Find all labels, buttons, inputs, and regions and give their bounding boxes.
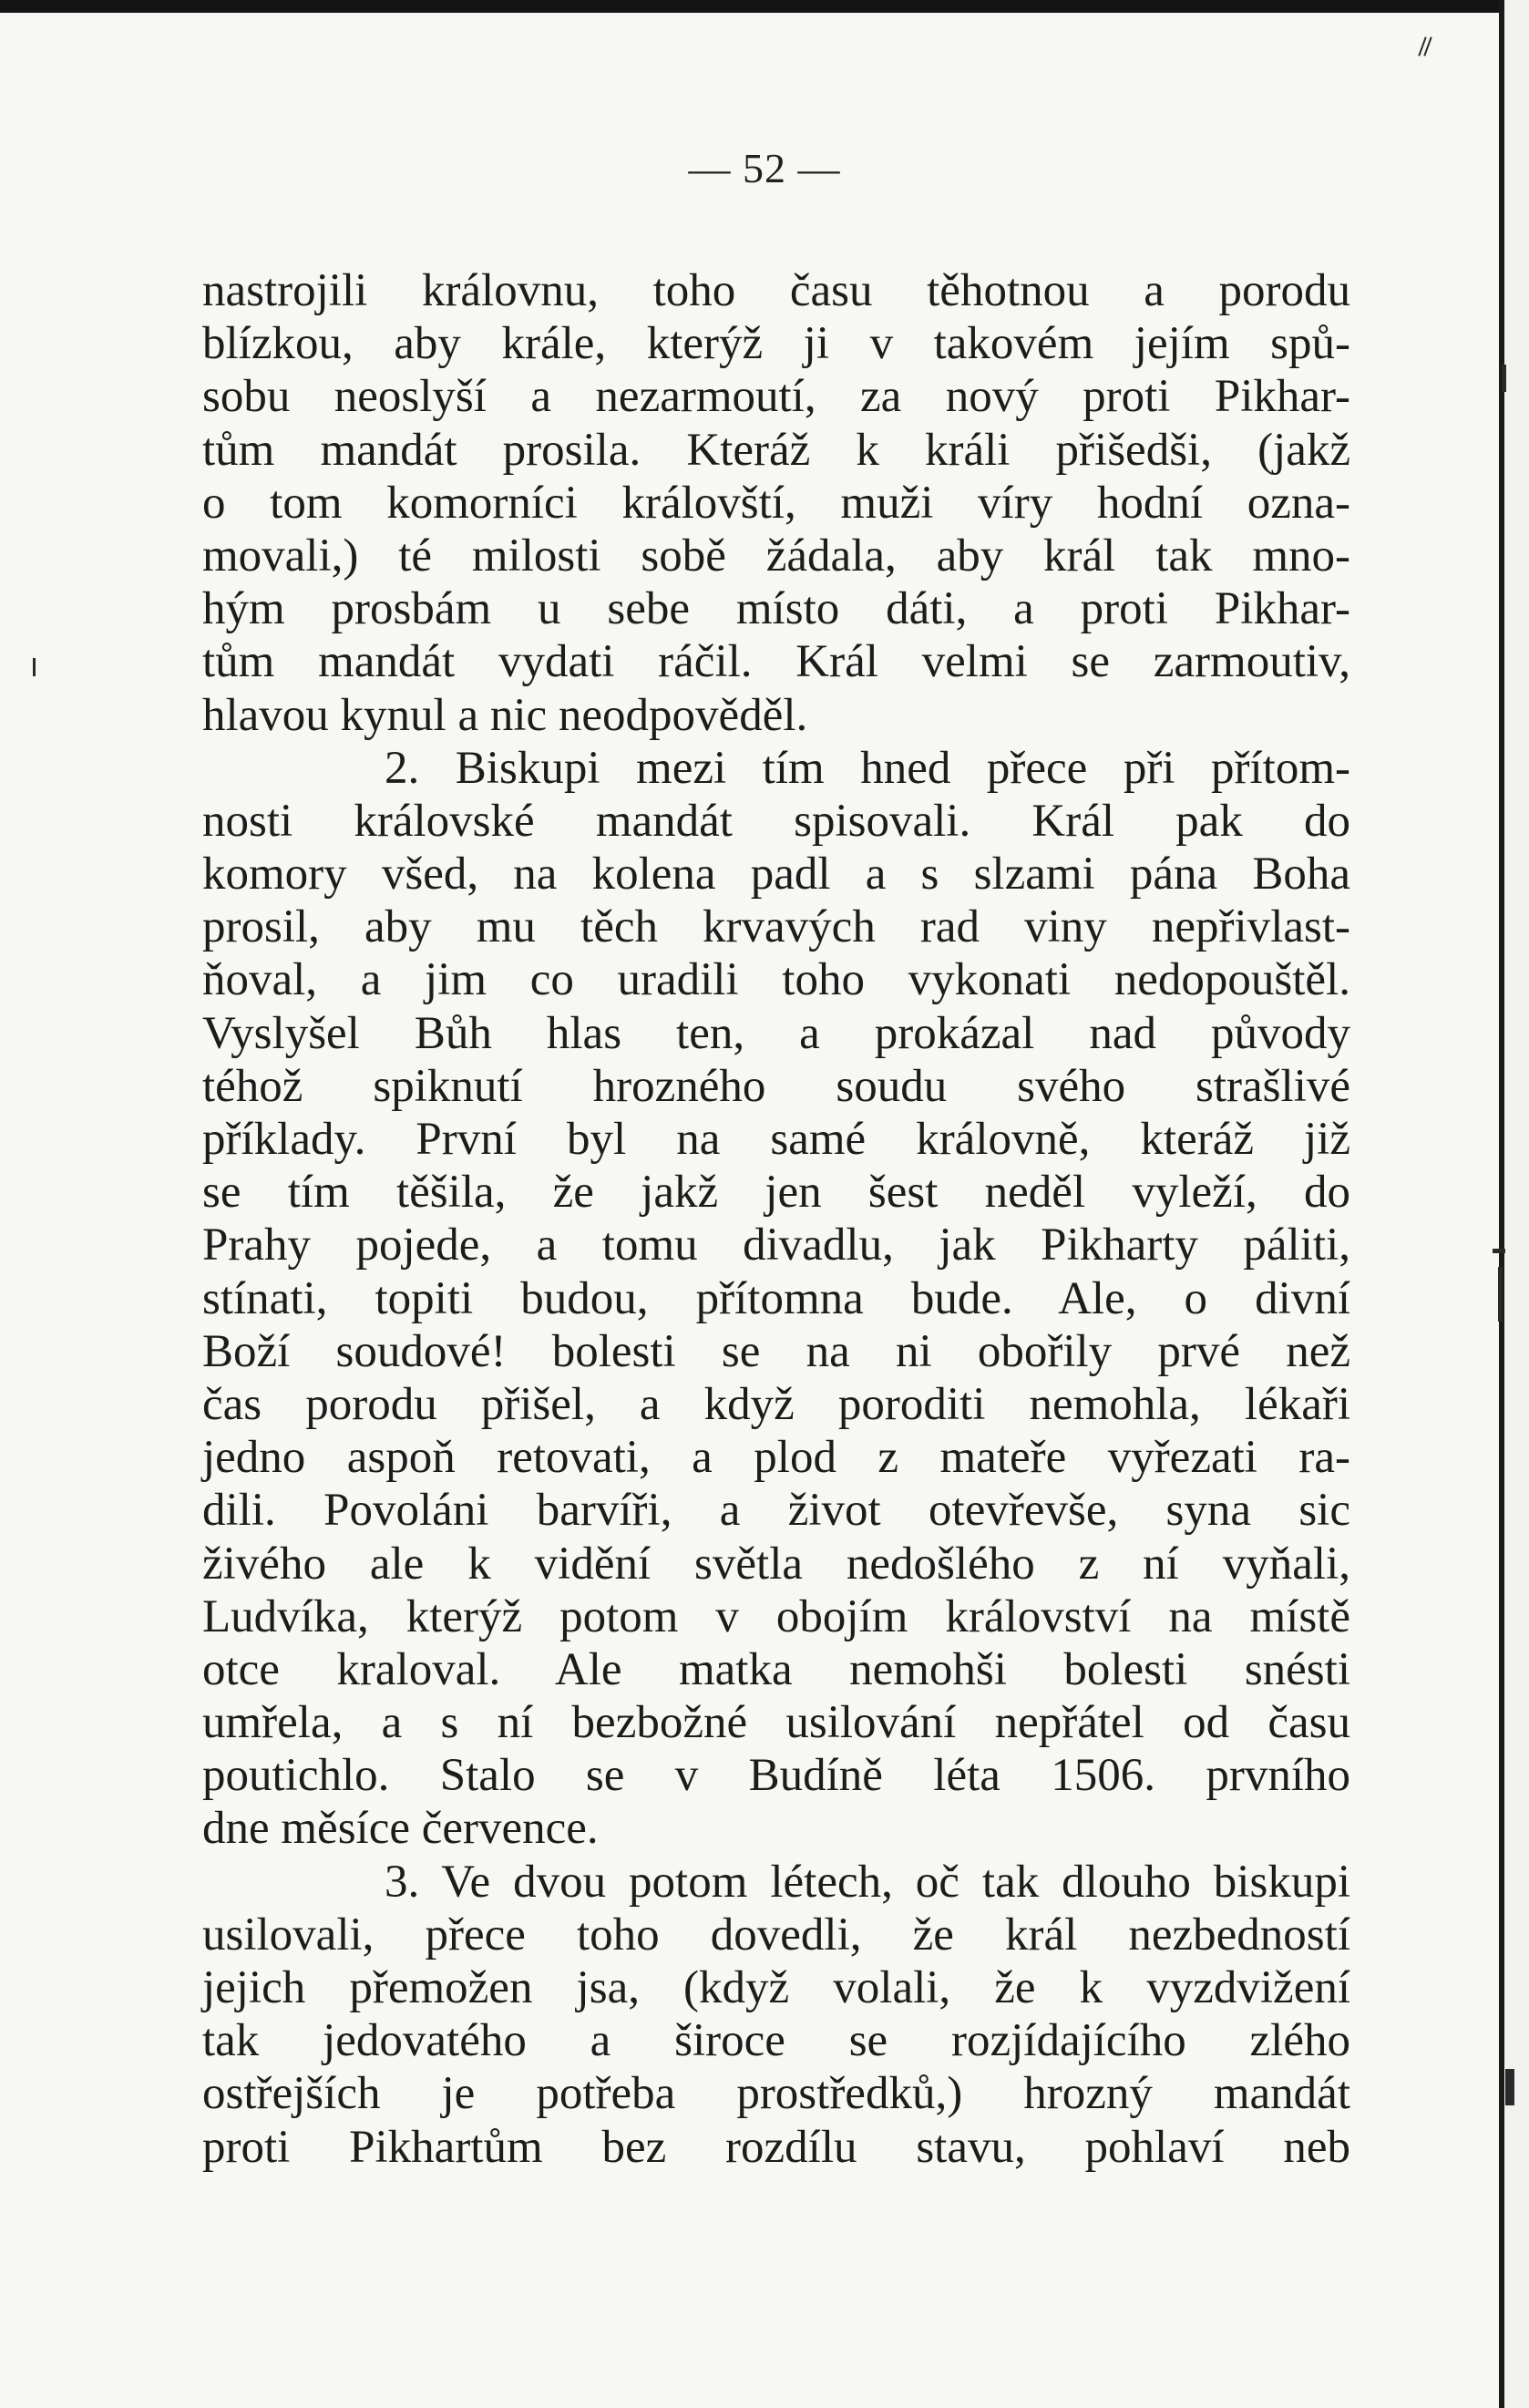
text-line: čas porodu přišel, a když poroditi nemohla, lékaři: [202, 1378, 1350, 1430]
text-line: tům mandát prosila. Kteráž k králi přišedši, (jakž: [202, 424, 1350, 476]
text-line: stínati, topiti budou, přítomna bude. Ale, o divní: [202, 1272, 1350, 1324]
text-line: Ludvíka, kterýž potom v obojím království na místě: [202, 1590, 1350, 1642]
text-line: o tom komorníci královští, muži víry hodní ozna-: [202, 477, 1350, 529]
text-line: nastrojili královnu, toho času těhotnou a porodu: [202, 265, 1350, 316]
text-line: dili. Povoláni barvíři, a život otevřevše, syna sic: [202, 1485, 1350, 1537]
text-line: tak jedovatého a široce se rozjídajícího zlého: [202, 2015, 1350, 2067]
text-line: poutichlo. Stalo se v Budíně léta 1506. prvního: [202, 1750, 1350, 1802]
margin-mark: [1498, 1267, 1503, 1322]
body-text: [202, 264, 1350, 2174]
text-line: se tím těšila, že jakž jen šest neděl vyleží, do: [202, 1167, 1350, 1219]
text-line: dne měsíce července.: [202, 1803, 599, 1855]
text-line: proti Pikhartům bez rozdílu stavu, pohlaví neb: [202, 2121, 1350, 2173]
margin-mark: [1502, 365, 1506, 392]
page-number: — 52 —: [688, 145, 841, 191]
text-line: usilovali, přece toho dovedli, že král nezbedností: [202, 1909, 1350, 1960]
text-line: nosti královské mandát spisovali. Král pak do: [202, 795, 1350, 847]
text-line: Prahy pojede, a tomu divadlu, jak Pikharty páliti,: [202, 1219, 1350, 1271]
text-line: umřela, a s ní bezbožné usilování nepřátel od času: [202, 1697, 1350, 1749]
text-line: hým prosbám u sebe místo dáti, a proti Pikhar-: [202, 583, 1350, 635]
text-line: tům mandát vydati ráčil. Král velmi se zarmoutiv,: [202, 636, 1350, 688]
margin-mark: [33, 658, 36, 676]
text-line: jedno aspoň retovati, a plod z mateře vyřezati ra-: [202, 1432, 1350, 1484]
text-line: téhož spiknutí hrozného soudu svého strašlivé: [202, 1060, 1350, 1112]
text-line: blízkou, aby krále, kterýž ji v takovém jejím spů-: [202, 318, 1350, 370]
text-line: ostřejších je potřeba prostředků,) hrozný mandát: [202, 2068, 1350, 2120]
page-right-edge: [1499, 0, 1529, 2408]
text-line: movali,) té milosti sobě žádala, aby král tak mno-: [202, 530, 1350, 581]
paragraph-start-line: 2. Biskupi mezi tím hned přece při přítom-: [385, 742, 1350, 794]
text-line: živého ale k vidění světla nedošlého z ní vyňali,: [202, 1538, 1350, 1590]
text-line: příklady. První byl na samé královně, kteráž již: [202, 1114, 1350, 1165]
text-line: otce kraloval. Ale matka nemohši bolesti snésti: [202, 1643, 1350, 1695]
text-line: Vyslyšel Bůh hlas ten, a prokázal nad původy: [202, 1007, 1350, 1059]
text-line: jejich přemožen jsa, (když volali, že k vyzdvižení: [202, 1962, 1350, 2013]
text-line: sobu neoslyší a nezarmoutí, za nový proti Pikhar-: [202, 371, 1350, 423]
text-line: komory všed, na kolena padl a s slzami pána Boha: [202, 849, 1350, 900]
paragraph-start-line: 3. Ve dvou potom létech, oč tak dlouho biskupi: [385, 1856, 1350, 1908]
text-line: prosil, aby mu těch krvavých rad viny nepřivlast-: [202, 901, 1350, 953]
text-line: ňoval, a jim co uradili toho vykonati nedopouštěl.: [202, 954, 1350, 1006]
text-line: Boží soudové! bolesti se na ni obořily prvé než: [202, 1325, 1350, 1377]
margin-mark: [1493, 1249, 1505, 1253]
text-line: hlavou kynul a nic neodpověděl.: [202, 689, 808, 741]
margin-mark: [1505, 2069, 1514, 2105]
